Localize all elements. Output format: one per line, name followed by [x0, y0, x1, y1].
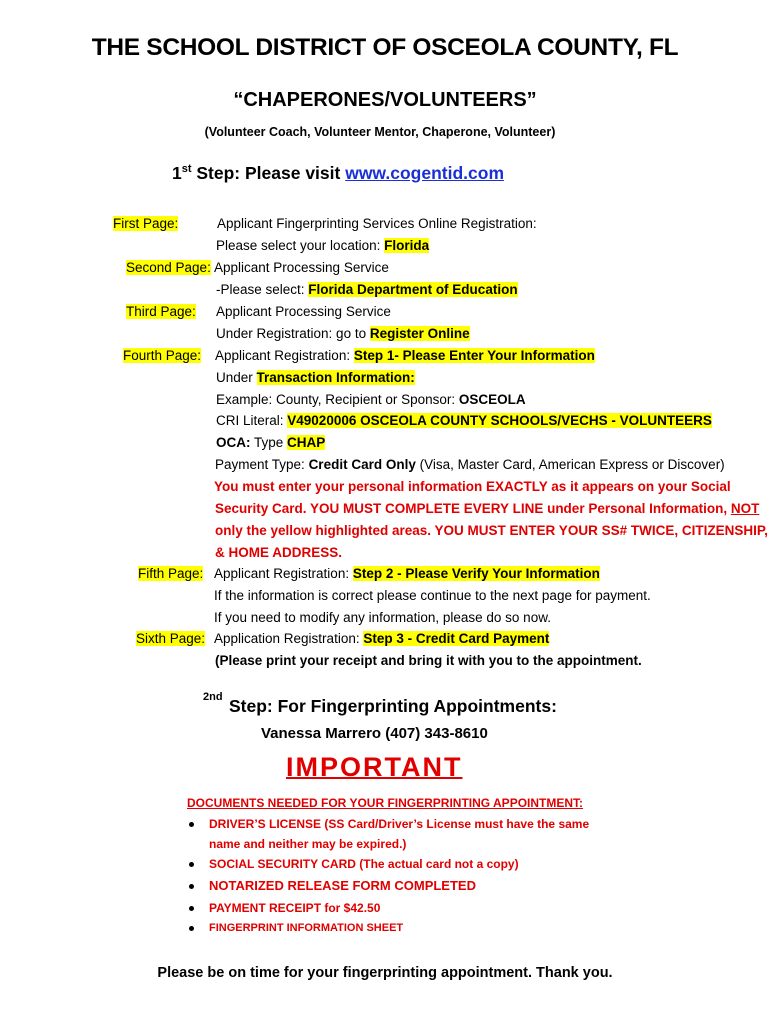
doc-item-ss-card: SOCIAL SECURITY CARD (The actual card not a copy) — [209, 857, 519, 871]
warning-line2: Security Card. YOU MUST COMPLETE EVERY LINE under Personal Information, NOT — [215, 501, 760, 516]
step2-heading: Step: For Fingerprinting Appointments: — [229, 696, 557, 716]
important-title: IMPORTANT — [286, 752, 463, 782]
third-page-line1: Applicant Processing Service — [216, 304, 391, 319]
step1-enter-info: Step 1- Please Enter Your Information — [353, 348, 595, 363]
step1-text: Step: Please visit — [191, 163, 346, 183]
sixth-page-line2: (Please print your receipt and bring it with you to the appointment. — [215, 653, 642, 668]
second-page-line2: -Please select: Florida Department of Education — [216, 282, 518, 297]
warning-line3: only the yellow highlighted areas. YOU MUST ENTER YOUR SS# TWICE, CITIZENSHIP, — [215, 523, 768, 538]
closing-note: Please be on time for your fingerprinting appointment. Thank you. — [157, 965, 613, 981]
contact-line: Vanessa Marrero (407) 343-8610 — [261, 725, 488, 742]
doc-item-fingerprint-sheet: FINGERPRINT INFORMATION SHEET — [209, 922, 404, 934]
bullet-5-icon — [189, 926, 194, 931]
step1-sup: st — [181, 163, 192, 176]
fifth-page-line2: If the information is correct please continue to the next page for payment. — [214, 588, 651, 603]
third-page-line2: Under Registration: go to Register Online — [216, 326, 470, 341]
select-fdoe: Florida Department of Education — [308, 282, 518, 297]
doc-item-payment-receipt: PAYMENT RECEIPT for $42.50 — [209, 901, 381, 915]
fifth-page-line3: If you need to modify any information, please do so now. — [214, 610, 551, 625]
bullet-2-icon — [189, 862, 194, 867]
step3-credit-card: Step 3 - Credit Card Payment — [363, 631, 550, 646]
first-page-line1: Applicant Fingerprinting Services Online Registration: — [217, 216, 537, 231]
step2-sup: 2nd — [203, 691, 223, 703]
bullet-1-icon — [189, 822, 194, 827]
sixth-page-label: Sixth Page: — [136, 631, 206, 646]
second-page-label: Second Page: — [126, 260, 211, 275]
sixth-page-line1: Application Registration: Step 3 - Credit Card Payment — [214, 631, 550, 646]
doc-item-release-form: NOTARIZED RELEASE FORM COMPLETED — [209, 878, 476, 893]
transaction-information: Transaction Information: — [256, 370, 415, 385]
documents-heading: DOCUMENTS NEEDED FOR YOUR FINGERPRINTING APPOINTMENT: — [187, 796, 584, 810]
fourth-page-line1: Applicant Registration: Step 1- Please Enter Your Information — [215, 348, 595, 363]
step1-heading — [172, 163, 504, 184]
fourth-page-line4: CRI Literal: V49020006 OSCEOLA COUNTY SCHOOLS/VECHS - VOLUNTEERS — [216, 413, 712, 428]
oca-type: CHAP — [287, 435, 326, 450]
fifth-page-label: Fifth Page: — [138, 566, 204, 581]
cri-literal: V49020006 OSCEOLA COUNTY SCHOOLS/VECHS - VOLUNTEERS — [287, 413, 712, 428]
second-page-line1: Applicant Processing Service — [214, 260, 389, 275]
doc-item-drivers-license: DRIVER’S LICENSE (SS Card/Driver’s License must have the same — [209, 817, 590, 831]
fourth-page-label: Fourth Page: — [123, 348, 202, 363]
fifth-page-line1: Applicant Registration: Step 2 - Please Verify Your Information — [214, 566, 600, 581]
cogentid-link[interactable]: www.cogentid.com — [345, 163, 505, 183]
doc-item-drivers-license-cont: name and neither may be expired.) — [209, 837, 407, 851]
document-title: THE SCHOOL DISTRICT OF OSCEOLA COUNTY, FL — [91, 34, 679, 61]
location-florida: Florida — [384, 238, 430, 253]
fourth-page-line3: Example: County, Recipient or Sponsor: OSCEOLA — [216, 392, 526, 407]
first-page-line2: Please select your location: Florida — [216, 238, 430, 253]
fourth-page-line5: OCA: Type CHAP — [216, 435, 326, 450]
warning-line1: You must enter your personal information EXACTLY as it appears on your Social — [214, 479, 731, 494]
register-online: Register Online — [369, 326, 470, 341]
step1-number: 1 — [172, 163, 182, 183]
roles-note: (Volunteer Coach, Volunteer Mentor, Chaperone, Volunteer) — [204, 125, 556, 139]
fourth-page-line2: Under Transaction Information: — [216, 370, 415, 385]
bullet-3-icon — [189, 884, 194, 889]
first-page-label: First Page: — [113, 216, 179, 231]
document-subtitle: “CHAPERONES/VOLUNTEERS” — [233, 89, 537, 111]
bullet-4-icon — [189, 906, 194, 911]
warning-line4: & HOME ADDRESS. — [215, 545, 343, 560]
third-page-label: Third Page: — [126, 304, 196, 319]
fourth-page-line6: Payment Type: Credit Card Only (Visa, Master Card, American Express or Discover) — [215, 457, 725, 472]
step2-verify-info: Step 2 - Please Verify Your Information — [352, 566, 600, 581]
